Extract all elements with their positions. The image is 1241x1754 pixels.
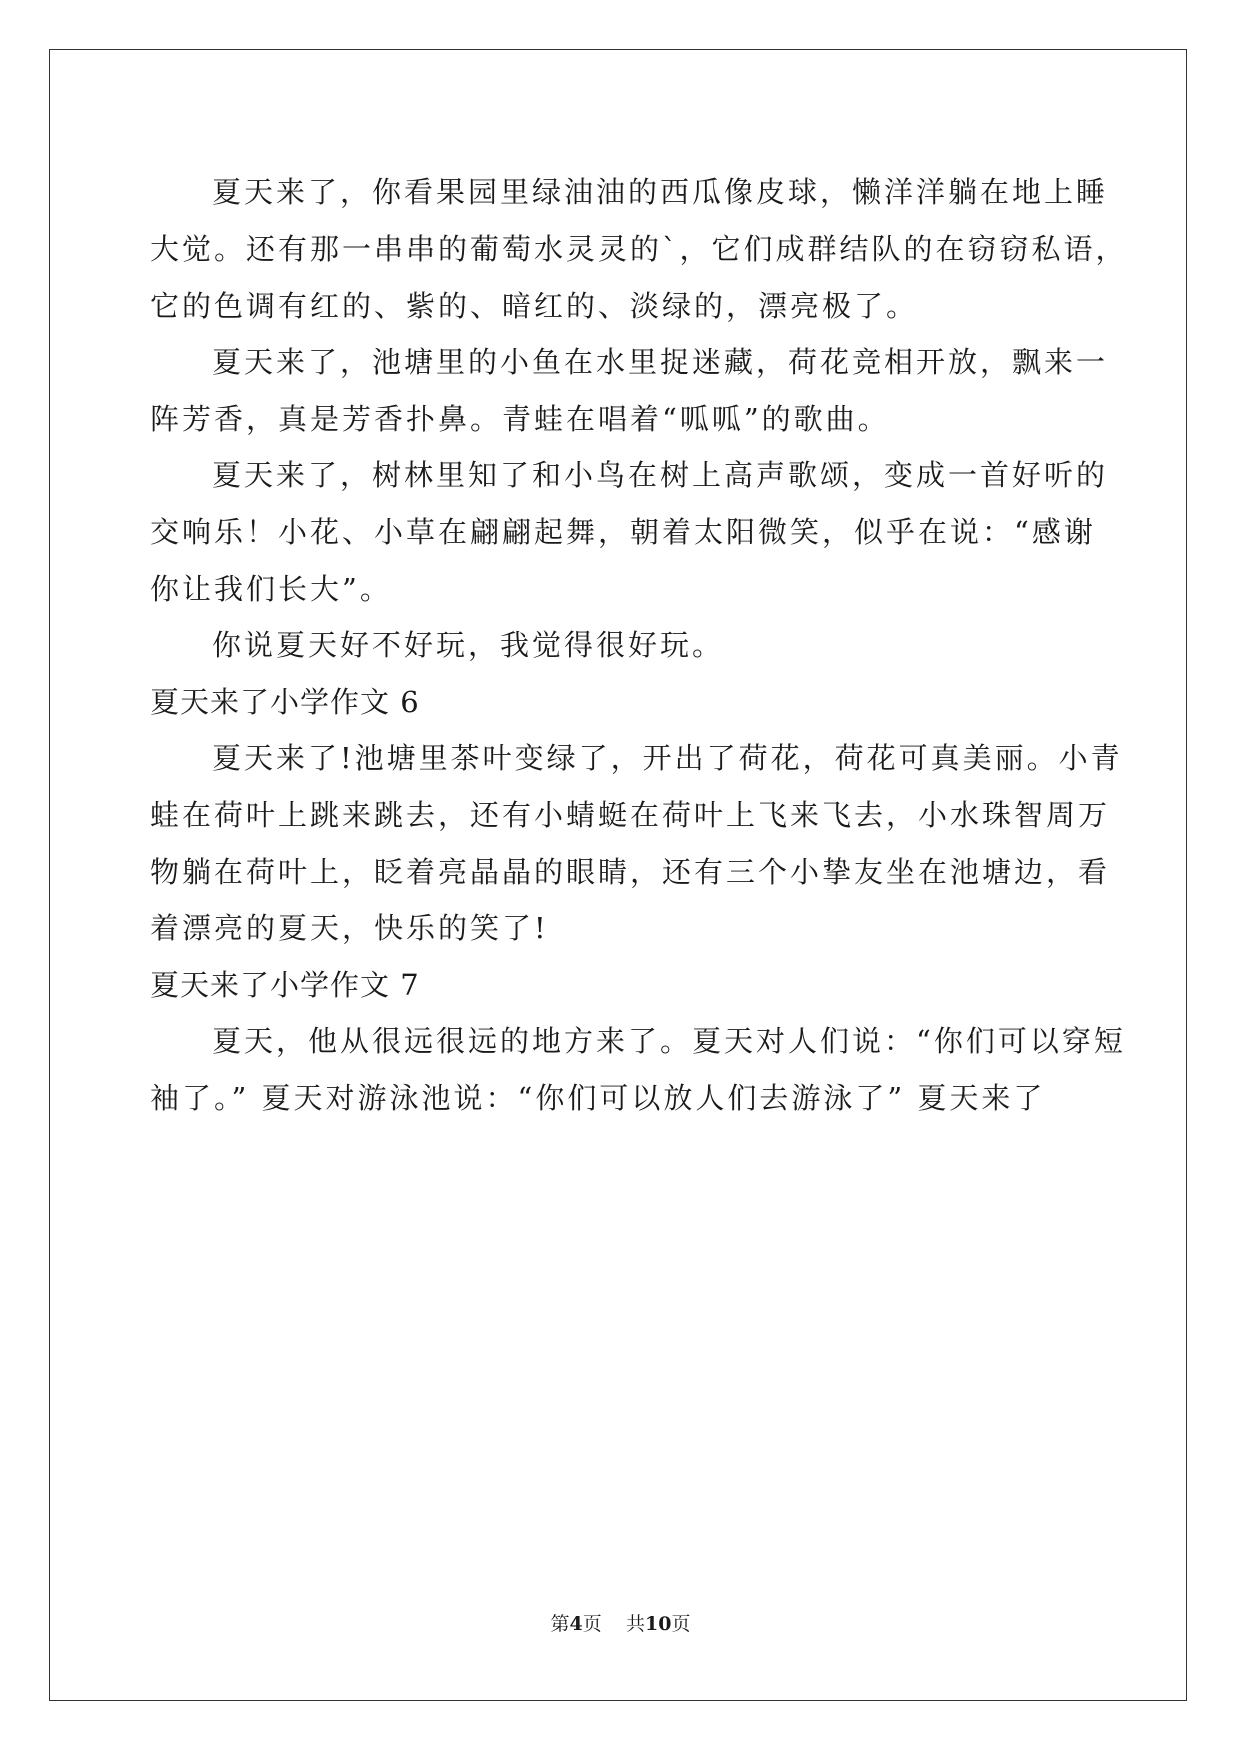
paragraph-line: 它的色调有红的、紫的、暗红的、淡绿的，漂亮极了。	[150, 289, 919, 323]
footer-total-pages: 10	[644, 1613, 672, 1635]
paragraph-line: 夏天来了，树林里知了和小鸟在树上高声歌颂，变成一首好听的	[212, 458, 1109, 492]
footer-total-prefix: 共	[625, 1613, 645, 1635]
paragraph-line: 夏天来了，你看果园里绿油油的西瓜像皮球，懒洋洋躺在地上睡	[212, 175, 1109, 209]
footer-page-suffix: 页	[582, 1613, 602, 1635]
paragraph-line: 夏天，他从很远很远的地方来了。夏天对人们说：“你们可以穿短	[212, 1024, 1126, 1058]
paragraph-line: 着漂亮的夏天，快乐的笑了!	[150, 911, 549, 945]
paragraph-line: 交响乐！小花、小草在翩翩起舞，朝着太阳微笑，似乎在说：“感谢	[150, 515, 1096, 549]
paragraph-line: 你让我们长大”。	[150, 572, 392, 606]
paragraph-line: 阵芳香，真是芳香扑鼻。青蛙在唱着“呱呱”的歌曲。	[150, 402, 890, 436]
paragraph-line: 蛙在荷叶上跳来跳去，还有小蜻蜓在荷叶上飞来飞去，小水珠智周万	[150, 798, 1111, 832]
footer-total-suffix: 页	[671, 1613, 691, 1635]
footer-page-number: 4	[569, 1613, 583, 1635]
section-heading: 夏天来了小学作文 6	[150, 685, 420, 719]
paragraph-line: 袖了。” 夏天对游泳池说：“你们可以放人们去游泳了” 夏天来了	[150, 1081, 1046, 1115]
page-footer	[0, 1612, 1241, 1636]
footer-prefix: 第	[550, 1613, 570, 1635]
paragraph-line: 物躺在荷叶上，眨着亮晶晶的眼睛，还有三个小挚友坐在池塘边，看	[150, 855, 1111, 889]
paragraph-line: 夏天来了!池塘里茶叶变绿了，开出了荷花，荷花可真美丽。小青	[212, 741, 1123, 775]
paragraph-line: 大觉。还有那一串串的葡萄水灵灵的`，它们成群结队的在窃窃私语，	[150, 232, 1128, 266]
section-heading: 夏天来了小学作文 7	[150, 968, 420, 1002]
paragraph-line: 夏天来了，池塘里的小鱼在水里捉迷藏，荷花竞相开放，飘来一	[212, 345, 1109, 379]
paragraph-line: 你说夏天好不好玩，我觉得很好玩。	[212, 628, 725, 662]
